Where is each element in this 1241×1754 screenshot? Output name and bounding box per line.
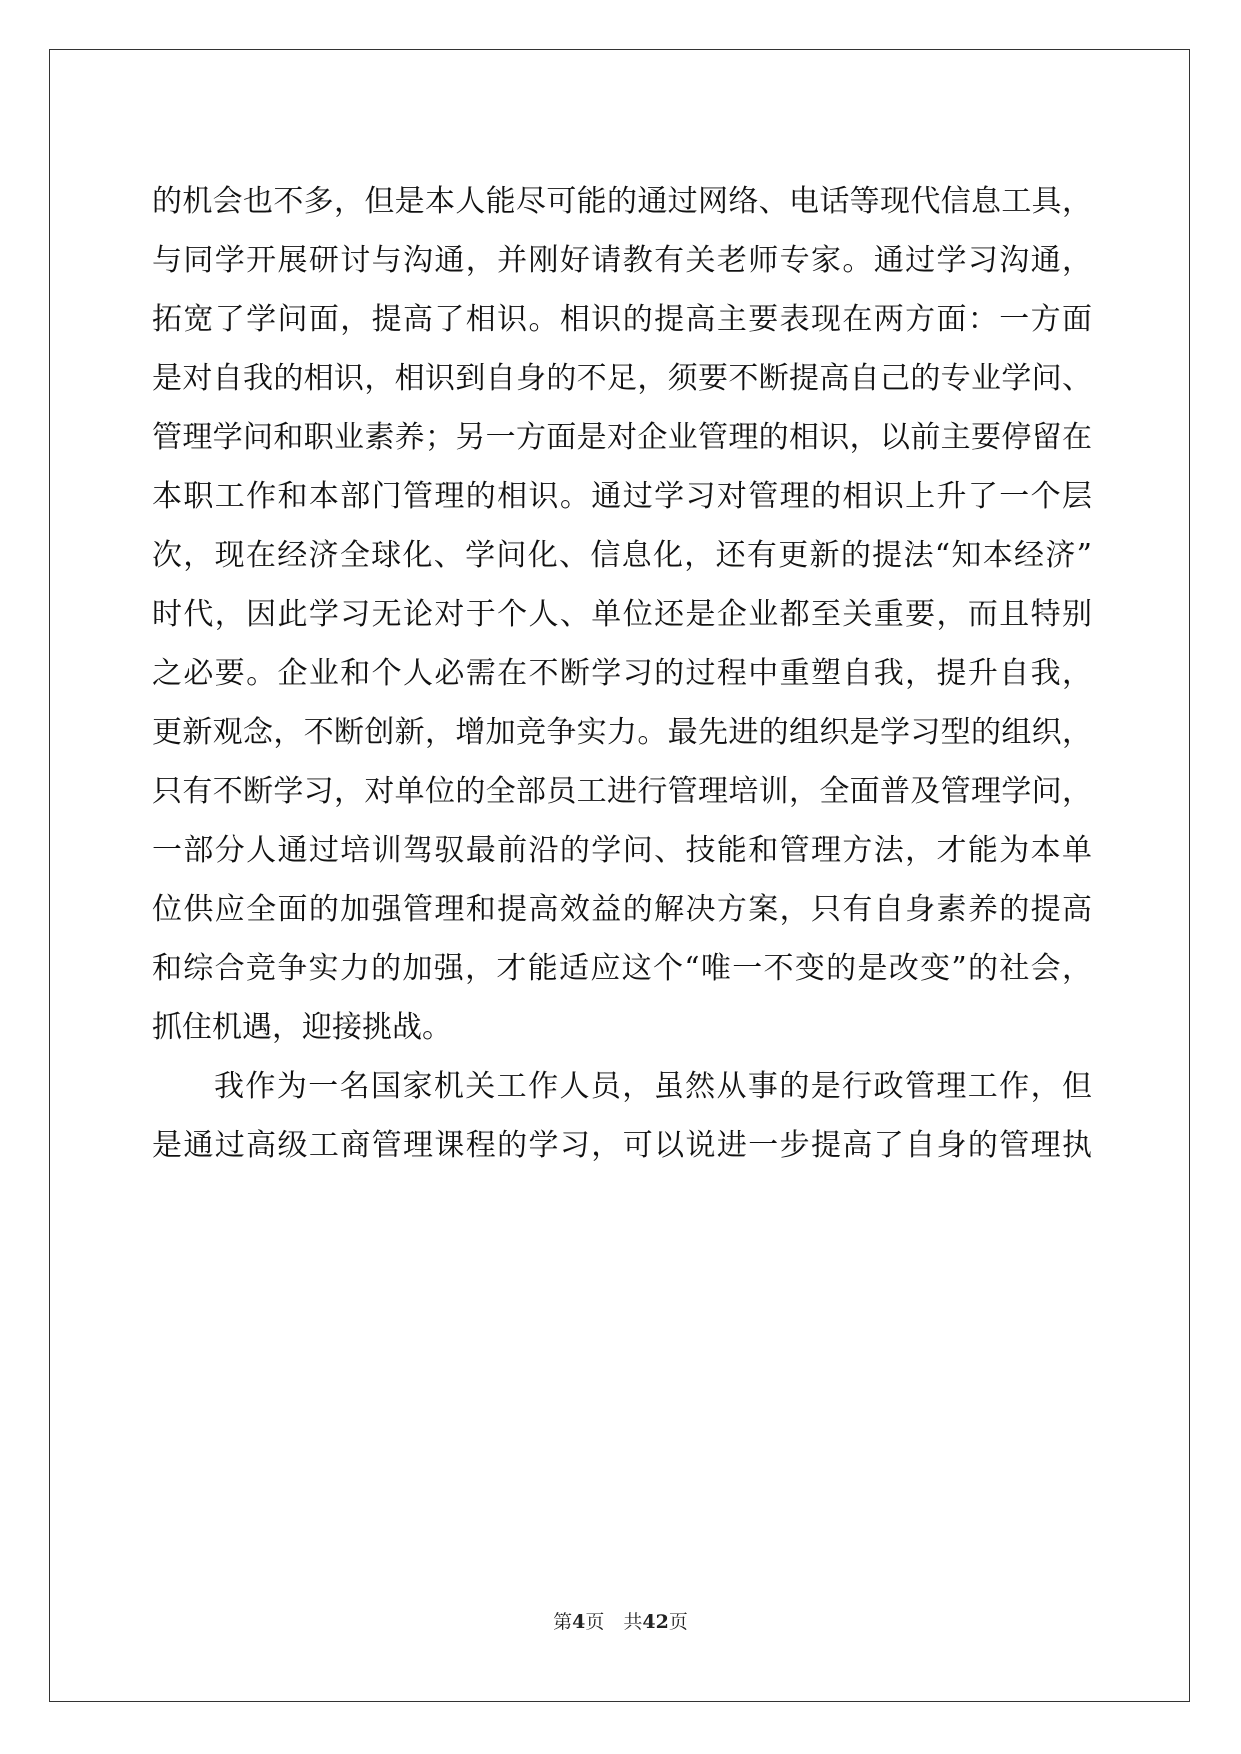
footer-middle: 页 共 — [585, 1611, 643, 1633]
text-line-paragraph-end: 抓住机遇，迎接挑战。 — [152, 1010, 452, 1045]
text-line: 时代，因此学习无论对于个人、单位还是企业都至关重要，而且特别 — [152, 597, 1092, 632]
text-line: 的机会也不多，但是本人能尽可能的通过网络、电话等现代信息工具， — [152, 184, 1092, 219]
footer-prefix: 第 — [553, 1611, 573, 1633]
text-line: 是通过高级工商管理课程的学习，可以说进一步提高了自身的管理执 — [152, 1128, 1092, 1163]
text-line: 和综合竞争实力的加强，才能适应这个“唯一不变的是改变”的社会， — [152, 951, 1092, 986]
text-line: 与同学开展研讨与沟通，并刚好请教有关老师专家。通过学习沟通， — [152, 243, 1092, 278]
text-line-paragraph-start: 我作为一名国家机关工作人员，虽然从事的是行政管理工作，但 — [214, 1069, 1092, 1104]
text-line: 是对自我的相识，相识到自身的不足，须要不断提高自己的专业学问、 — [152, 361, 1092, 396]
footer-page-number: 4 — [572, 1611, 586, 1633]
page-footer — [0, 1607, 1241, 1634]
text-line: 拓宽了学问面，提高了相识。相识的提高主要表现在两方面：一方面 — [152, 302, 1092, 337]
text-line: 位供应全面的加强管理和提高效益的解决方案，只有自身素养的提高 — [152, 892, 1092, 927]
text-line: 之必要。企业和个人必需在不断学习的过程中重塑自我，提升自我， — [152, 656, 1092, 691]
document-body — [152, 172, 1092, 1175]
footer-total-pages: 42 — [642, 1611, 669, 1633]
text-line: 管理学问和职业素养；另一方面是对企业管理的相识，以前主要停留在 — [152, 420, 1092, 455]
text-line: 一部分人通过培训驾驭最前沿的学问、技能和管理方法，才能为本单 — [152, 833, 1092, 868]
text-line: 更新观念，不断创新，增加竞争实力。最先进的组织是学习型的组织， — [152, 715, 1092, 750]
text-line: 只有不断学习，对单位的全部员工进行管理培训，全面普及管理学问， — [152, 774, 1092, 809]
text-line: 次，现在经济全球化、学问化、信息化，还有更新的提法“知本经济” — [152, 538, 1092, 573]
text-line: 本职工作和本部门管理的相识。通过学习对管理的相识上升了一个层 — [152, 479, 1092, 514]
footer-suffix: 页 — [668, 1611, 688, 1633]
